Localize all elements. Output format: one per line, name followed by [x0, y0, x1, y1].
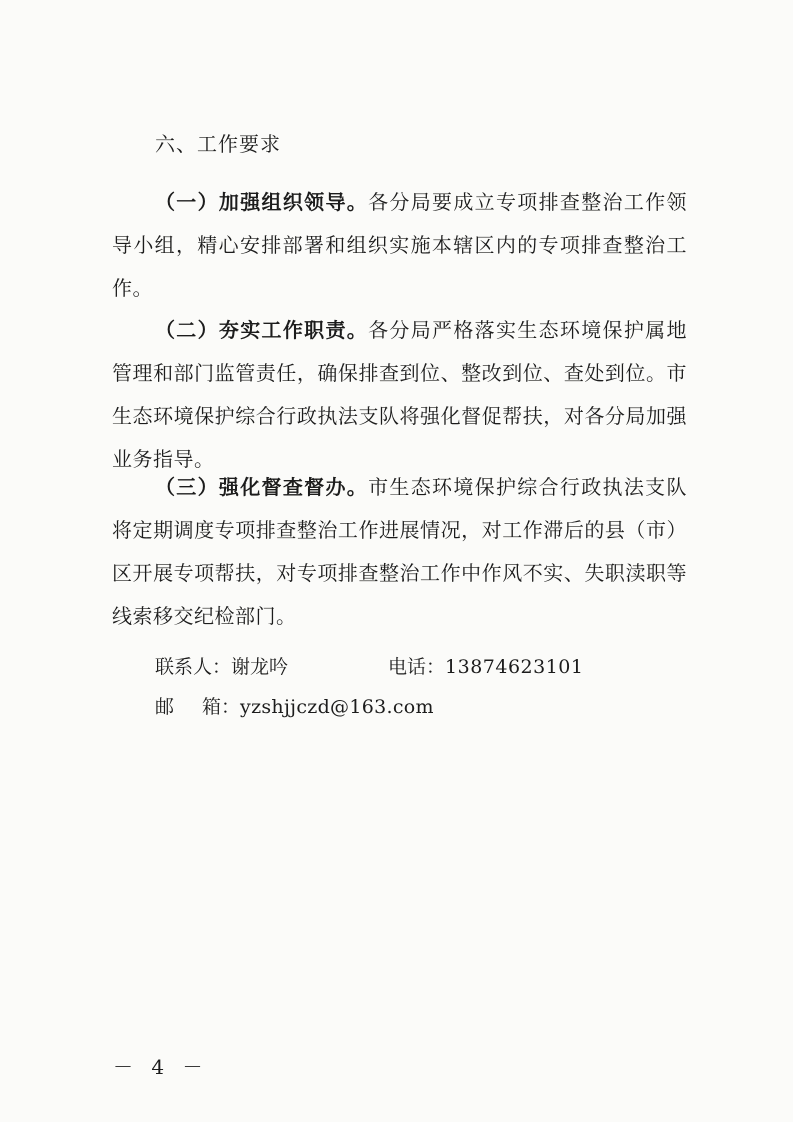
- contact-person-name: 谢龙吟: [231, 656, 289, 678]
- paragraph-strengthen-leadership: [112, 181, 687, 310]
- paragraph-lead: （二）夯实工作职责。: [155, 318, 369, 342]
- contact-email-value: yzshjjczd@163.com: [240, 696, 434, 718]
- section-heading: 六、工作要求: [155, 132, 281, 156]
- paragraph-consolidate-duties: [112, 309, 687, 481]
- contact-phone: [388, 652, 584, 679]
- paragraph-body: 市生态环境保护综合行政执法支队将定期调度专项排查整治工作进展情况，对工作滞后的县（市）区开展专项帮扶，对专项排查整治工作中作风不实、失职渎职等线索移交纪检部门。: [112, 475, 687, 628]
- contact-phone-value: 13874623101: [445, 656, 584, 678]
- paragraph-body: 各分局严格落实生态环境保护属地管理和部门监管责任，确保排查到位、整改到位、查处到位。市生态环境保护综合行政执法支队将强化督促帮扶，对各分局加强业务指导。: [112, 318, 687, 471]
- paragraph-lead: （一）加强组织领导。: [155, 190, 369, 214]
- paragraph-supervision: [112, 466, 687, 638]
- contact-person: [155, 652, 288, 679]
- contact-email-label-second: 箱：: [202, 696, 241, 718]
- contact-phone-label: 电话：: [388, 656, 446, 678]
- page-number: － 4 －: [113, 1055, 209, 1079]
- contact-email: [155, 692, 434, 719]
- contact-person-label: 联系人：: [155, 656, 232, 678]
- paragraph-lead: （三）强化督查督办。: [155, 475, 369, 499]
- contact-email-label-first: 邮: [155, 696, 175, 718]
- paragraph-body: 各分局要成立专项排查整治工作领导小组，精心安排部署和组织实施本辖区内的专项排查整治工作。: [112, 190, 687, 300]
